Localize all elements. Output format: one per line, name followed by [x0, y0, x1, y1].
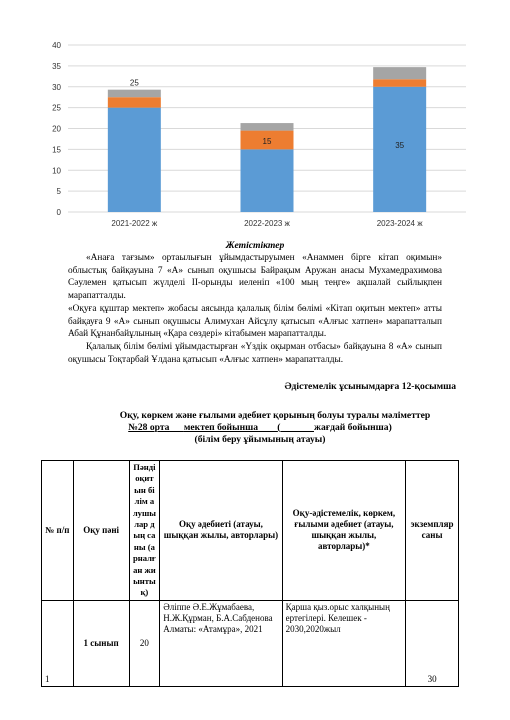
header-textbook: Оқу әдебиеті (атауы, шыққан жылы, авторлары) [160, 461, 282, 601]
appendix-title: Әдістемелік ұсынымдарға 12-қосымша [284, 381, 456, 392]
table-subtitle [80, 422, 440, 435]
school-label: мектеп бойынша [183, 422, 259, 433]
data-label: 35 [395, 141, 405, 151]
y-tick-label: 35 [52, 61, 61, 71]
date-open-paren: ( [277, 422, 281, 433]
y-tick-label: 10 [52, 166, 61, 176]
cell-students: 20 [129, 600, 160, 686]
data-label: 25 [129, 78, 139, 88]
books-table [41, 460, 459, 687]
header-copies: экземпляр саны [406, 461, 459, 601]
y-tick-label: 25 [52, 103, 61, 113]
y-tick-label: 0 [56, 208, 61, 217]
x-tick-label: 2022-2023 ж [244, 219, 290, 228]
y-tick-label: 40 [52, 41, 61, 50]
bar-segment [108, 97, 161, 107]
paragraph-2: «Оқуға құштар мектеп» жобасы аясында қалалық білім бөлімі «Кітап оқитын мектеп» атты байқауға 9 «А» сынып оқушысы Алимухан Айсұлу қатысып «Алғыс хатпен» марапатталып Абай Құнанбайұлының «Қара сөздері» кітабымен марапатталды. [68, 304, 442, 340]
bar-segment [108, 108, 161, 212]
stacked-bar-chart [38, 30, 474, 242]
bar-segment [108, 90, 161, 98]
achievements-title: Жетістіктер [225, 240, 285, 251]
bar-segment [241, 149, 294, 212]
organization-caption: (білім беру ұйымының атауы) [194, 434, 326, 445]
school-number: №28 орта [128, 422, 170, 433]
y-tick-label: 5 [56, 187, 61, 197]
bar-segment [373, 67, 426, 79]
header-students: Пәнді оқитын білім алушылар дың саны (арналған жиынтық) [129, 461, 160, 601]
table-header-row [42, 461, 459, 601]
y-tick-label: 30 [52, 82, 61, 92]
cell-subject: 1 сынып [73, 600, 129, 686]
date-label: жағдай бойынша) [313, 422, 392, 433]
bar-segment [373, 79, 426, 87]
header-subject: Оқу пәні [73, 461, 129, 601]
cell-num: 1 [42, 600, 74, 686]
chart-svg [38, 30, 474, 242]
header-methodical: Оқу-әдістемелік, көркем, ғылыми әдебиет (атауы, шыққан жылы, авторлары)* [282, 461, 406, 601]
y-tick-label: 20 [52, 124, 61, 134]
table-row [42, 600, 459, 686]
paragraph-3: Қалалық білім бөлімі ұйымдастырған «Үздік оқырман отбасы» байқауына 8 «А» сынып оқушысы Тоқтарбай Ұлдана қатысып «Алғыс хатпен» марапатталды. [68, 342, 442, 365]
cell-textbook: Әліппе Ә.Е.Жұмабаева, Н.Ж.Құрман, Б.А.Сабденова Алматы: «Атамұра», 2021 [160, 600, 282, 686]
cell-copies: 30 [406, 600, 459, 686]
data-label: 15 [262, 137, 272, 147]
cell-methodical: Қарша қыз.орыс халқының ертегілері. Келешек - 2030,2020жыл [282, 600, 406, 686]
x-tick-label: 2021-2022 ж [111, 219, 158, 228]
x-tick-label: 2023-2024 ж [376, 219, 423, 228]
table-title: Оқу, көркем және ғылыми әдебиет қорының болуы туралы мәліметтер [119, 410, 431, 421]
y-tick-label: 15 [52, 145, 61, 155]
bar-segment [241, 123, 294, 131]
header-num: № п/п [42, 461, 74, 601]
paragraph-1: «Анаға тағзым» ортаылығын ұйымдастыруымен «Анаммен бірге кітап оқимын» облыстық байқауына 7 «А» сынып оқушысы Байрақым Аружан анасы Мухамедрахимова Сәулемен қатысып жүлделі ІІ-орынды иеленіп «100 мың теңге» ақшалай сыйлықпен марапатталды. [68, 253, 442, 301]
